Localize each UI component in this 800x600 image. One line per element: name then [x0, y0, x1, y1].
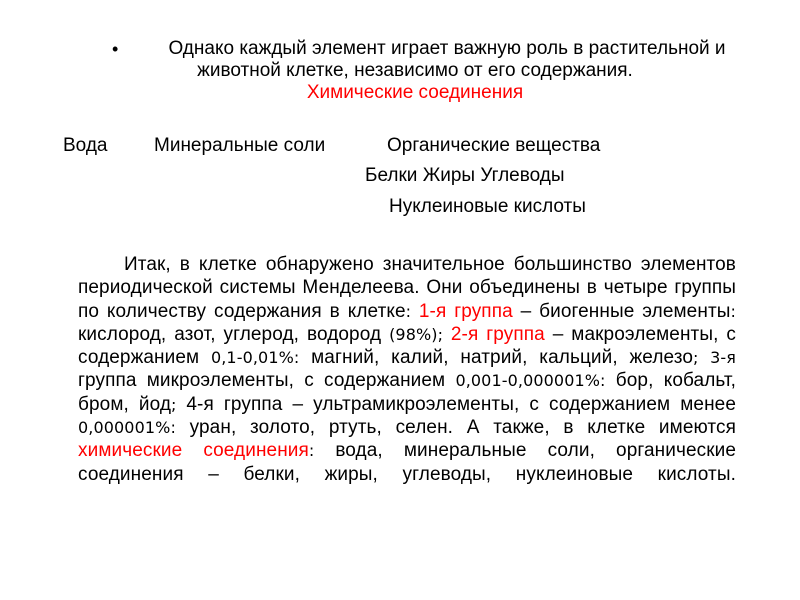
semicolon-1: ;	[437, 324, 451, 344]
intro-subtitle: Химические соединения	[306, 82, 524, 103]
group-2-label: 2-я группа	[450, 323, 545, 345]
nucleic-acids: Нуклеиновые кислоты	[389, 196, 586, 217]
summary-paragraph	[78, 253, 736, 486]
colon-2: :	[730, 301, 737, 321]
bullet-marker: •	[112, 39, 119, 59]
compound-organic: Органические вещества	[387, 135, 601, 156]
paragraph-text-5: магний, калий, натрий, кальций, железо	[299, 347, 694, 369]
chemical-compounds-label: химические соединения	[78, 440, 309, 462]
paragraph-text-3: кислород, азот, углерод, водород	[78, 323, 390, 345]
paragraph-text-1: Итак, в клетке обнаружено значительное большинство элементов периодической системы Менделеева. Они объединены в четыре группы по количеству содержания в клетке	[78, 254, 736, 322]
group-4-label: 4-я	[186, 393, 214, 415]
semicolon-3: ;	[171, 394, 187, 414]
colon-3: :	[308, 441, 336, 461]
group-1-label: 1-я группа	[418, 300, 513, 322]
colon-1: :	[405, 301, 419, 321]
paragraph-text-7: бор, кобальт, бром, йод	[78, 370, 736, 415]
paragraph-text-8: группа – ультрамикроэлементы, с содержанием менее	[213, 393, 736, 415]
semicolon-2: ;	[693, 348, 711, 368]
range-micro: 0,001-0,000001%:	[455, 371, 606, 391]
group-3-label: 3-я	[710, 348, 736, 368]
compound-water: Вода	[63, 135, 108, 156]
range-ultramicro: 0,000001%:	[78, 418, 176, 438]
paragraph-text-2: – биогенные элементы	[512, 300, 731, 322]
compound-minerals: Минеральные соли	[154, 135, 326, 156]
paragraph-text-6: группа микроэлементы, с содержанием	[78, 370, 456, 392]
organic-groups: Белки Жиры Углеводы	[365, 165, 565, 186]
paragraph-text-4: – макроэлементы, с содержанием	[78, 323, 736, 369]
range-macro: 0,1-0,01%:	[210, 348, 300, 368]
intro-text: Однако каждый элемент играет важную роль в растительной и животной клетке, независимо от его содержания.	[168, 38, 726, 81]
paragraph-text-9: уран, золото, ртуть, селен. А также, в клетке имеются	[175, 417, 736, 439]
paragraph-text-10: вода, минеральные соли, органические соединения – белки, жиры, углеводы, нуклеиновые кислоты.	[78, 440, 736, 485]
intro-paragraph	[100, 38, 730, 104]
percent-98: (98%)	[389, 324, 438, 344]
